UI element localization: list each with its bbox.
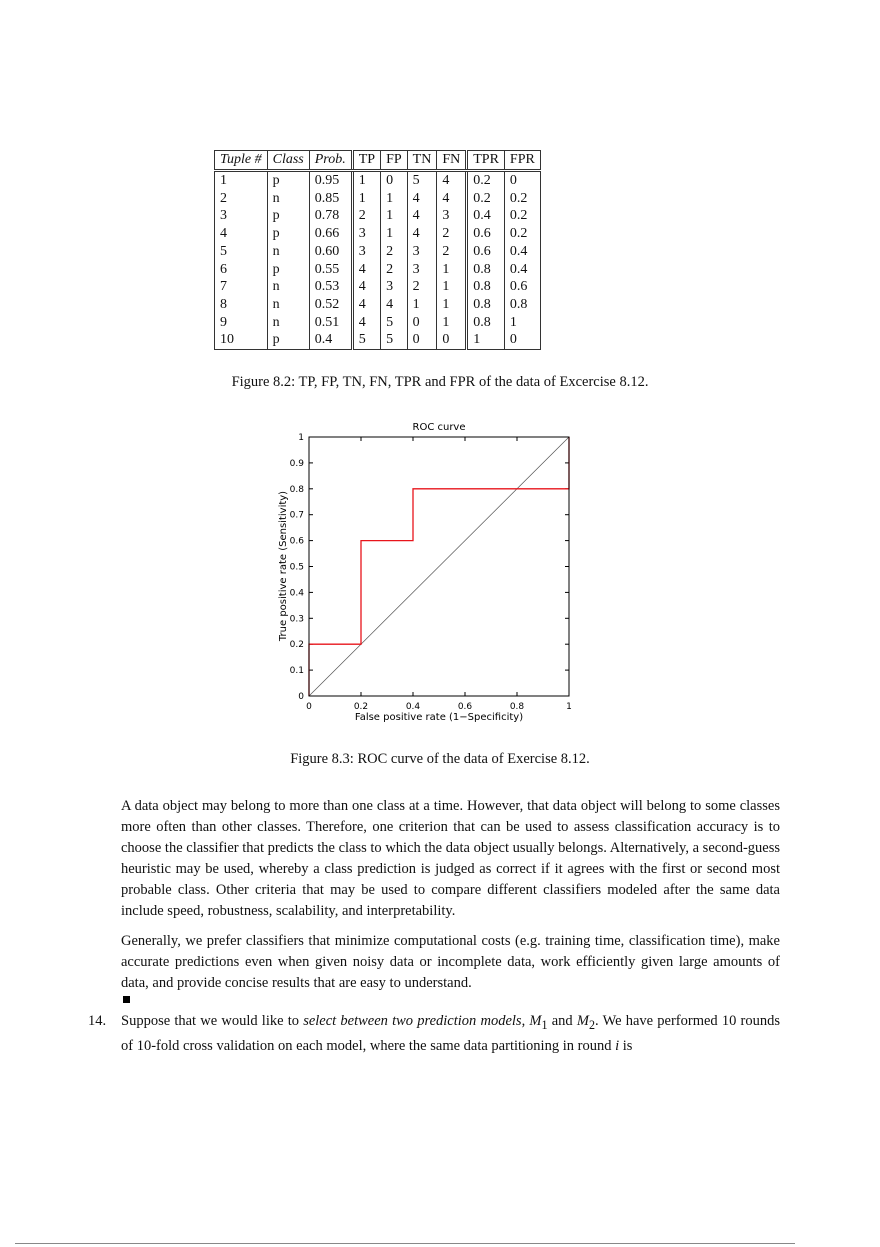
table-cell: 2 — [437, 243, 467, 261]
table-row — [215, 190, 541, 208]
table-cell: 0.55 — [309, 261, 352, 279]
x-tick-label: 0.6 — [457, 702, 473, 712]
y-tick-label: 0.2 — [289, 640, 304, 651]
text: is — [619, 1037, 633, 1054]
table-cell: p — [267, 225, 309, 243]
table-cell: p — [267, 331, 309, 349]
table-cell: 0 — [407, 331, 437, 349]
table-cell: 3 — [407, 243, 437, 261]
y-tick-label: 0.6 — [289, 536, 304, 547]
table-row — [215, 261, 541, 279]
table-cell: 3 — [352, 243, 380, 261]
table-cell: 1 — [504, 314, 540, 332]
y-tick-label: 0.5 — [289, 562, 304, 573]
table-cell: 0.8 — [467, 261, 505, 279]
column-header: TN — [407, 151, 437, 171]
table-cell: 2 — [215, 190, 268, 208]
text: , — [521, 1013, 530, 1029]
table-cell: 1 — [352, 190, 380, 208]
tp-fp-table — [214, 150, 541, 350]
x-tick-label: 0.4 — [405, 702, 421, 712]
table-cell: 1 — [467, 331, 505, 349]
table-cell: 5 — [381, 331, 408, 349]
table-row — [215, 296, 541, 314]
footer-rule — [15, 1243, 795, 1244]
table-row — [215, 243, 541, 261]
math-i: i — [615, 1037, 620, 1054]
paragraph-2: Generally, we prefer classifiers that minimize computational costs (e.g. training time, classification time), make accurate predictions even when given noisy data or incomplete data, work efficiently given large amounts of data, and provide concise results that are easy to understand. — [121, 933, 780, 991]
table-header-row — [215, 151, 541, 171]
table-cell: 0 — [407, 314, 437, 332]
table-cell: 3 — [437, 207, 467, 225]
table-row — [215, 331, 541, 349]
table-cell: 0.60 — [309, 243, 352, 261]
x-tick-label: 0.2 — [353, 702, 369, 712]
table-cell: n — [267, 296, 309, 314]
table-cell: 0.4 — [504, 243, 540, 261]
table-cell: p — [267, 207, 309, 225]
table-cell: 3 — [381, 278, 408, 296]
table-cell: 4 — [407, 207, 437, 225]
table-cell: 5 — [352, 331, 380, 349]
emphasis: select between two prediction models — [303, 1013, 522, 1029]
table-cell: 4 — [352, 296, 380, 314]
table-cell: 2 — [437, 225, 467, 243]
table-cell: p — [267, 171, 309, 190]
text: and — [547, 1013, 577, 1029]
end-of-proof-square — [123, 996, 130, 1003]
table-cell: 0.4 — [504, 261, 540, 279]
table-cell: n — [267, 243, 309, 261]
math-sub: 2 — [588, 1017, 596, 1032]
table-cell: p — [267, 261, 309, 279]
table-cell: 0.4 — [467, 207, 505, 225]
table-cell: 4 — [352, 261, 380, 279]
paragraph-1: A data object may belong to more than one class at a time. However, that data object will belong to some classes more often than other classes. Therefore, one criterion that can be used to assess classification accuracy is to choose the classifier that predicts the class to which the data object usually belongs. Alternatively, a second-guess heuristic may be used, whereby a class prediction is judged as correct if it agrees with the first or second most probable class. Other criteria that may be used to compare different classifiers modeled after the same data include speed, robustness, scalability, and interpretability. — [121, 798, 780, 919]
table-cell: 0.8 — [467, 296, 505, 314]
chart-title: ROC curve — [412, 422, 466, 433]
chart-series — [309, 437, 569, 696]
table-cell: 7 — [215, 278, 268, 296]
table-cell: 1 — [437, 278, 467, 296]
table-cell: 1 — [407, 296, 437, 314]
y-tick-label: 0.8 — [289, 484, 304, 495]
table-cell: n — [267, 278, 309, 296]
table-cell: 3 — [215, 207, 268, 225]
y-tick-label: 0.4 — [289, 588, 304, 599]
table-cell: n — [267, 314, 309, 332]
table-cell: 2 — [381, 243, 408, 261]
table-cell: 0.6 — [467, 243, 505, 261]
table-row — [215, 278, 541, 296]
series-diagonal-line — [309, 437, 569, 696]
table-cell: 10 — [215, 331, 268, 349]
table-cell: 1 — [381, 190, 408, 208]
table-cell: 0 — [437, 331, 467, 349]
table-cell: 6 — [215, 261, 268, 279]
column-header: TPR — [467, 151, 505, 171]
table-cell: 0.2 — [504, 207, 540, 225]
exercise-14 — [88, 1011, 780, 1057]
chart-ticks — [290, 433, 572, 712]
table-cell: 0.2 — [504, 190, 540, 208]
table-cell: 0.2 — [467, 190, 505, 208]
table-cell: 0.78 — [309, 207, 352, 225]
table-cell: 0.4 — [309, 331, 352, 349]
table-cell: 0.66 — [309, 225, 352, 243]
x-tick-label: 0 — [306, 702, 312, 712]
table-cell: 8 — [215, 296, 268, 314]
table-cell: 4 — [437, 190, 467, 208]
table-cell: 1 — [437, 296, 467, 314]
table-cell: 1 — [381, 225, 408, 243]
column-header: FN — [437, 151, 467, 171]
table-cell: 4 — [381, 296, 408, 314]
y-tick-label: 0.7 — [289, 510, 304, 521]
table-cell: 0.2 — [467, 171, 505, 190]
table-cell: 5 — [381, 314, 408, 332]
table-cell: 4 — [352, 278, 380, 296]
figure-8-3-caption: Figure 8.3: ROC curve of the data of Exercise 8.12. — [290, 751, 590, 767]
math-m: M — [529, 1013, 542, 1029]
figure-8-2-caption: Figure 8.2: TP, FP, TN, FN, TPR and FPR of the data of Excercise 8.12. — [231, 374, 649, 390]
table-cell: 0.8 — [467, 314, 505, 332]
table-cell: 0.85 — [309, 190, 352, 208]
table-cell: 0 — [504, 331, 540, 349]
table-cell: 2 — [381, 261, 408, 279]
table-cell: 0 — [381, 171, 408, 190]
table-cell: 5 — [407, 171, 437, 190]
table-cell: 1 — [352, 171, 380, 190]
table-cell: 3 — [352, 225, 380, 243]
table-cell: 0.6 — [467, 225, 505, 243]
table-row — [215, 171, 541, 190]
column-header: Prob. — [309, 151, 352, 171]
math-sub: 1 — [541, 1017, 548, 1032]
column-header: Class — [267, 151, 309, 171]
math-m: M — [576, 1013, 589, 1029]
table-cell: 4 — [437, 171, 467, 190]
y-tick-label: 0.1 — [289, 666, 304, 677]
y-tick-label: 0 — [298, 692, 304, 702]
y-tick-label: 1 — [298, 433, 304, 443]
text: . We have performed 10 rounds of 10-fold cross validation on each model, where the same data partitioning in round — [121, 1013, 781, 1054]
table-cell: 0.95 — [309, 171, 352, 190]
y-tick-label: 0.9 — [289, 458, 304, 469]
column-header: Tuple # — [215, 151, 268, 171]
column-header: FP — [381, 151, 408, 171]
table-cell: 1 — [381, 207, 408, 225]
table-cell: 0.2 — [504, 225, 540, 243]
table-cell: 1 — [215, 171, 268, 190]
roc-chart — [265, 415, 595, 727]
table-cell: 0.8 — [504, 296, 540, 314]
table-cell: 4 — [407, 190, 437, 208]
table-row — [215, 314, 541, 332]
x-tick-label: 1 — [566, 702, 572, 712]
table-cell: 4 — [215, 225, 268, 243]
table-cell: 4 — [407, 225, 437, 243]
table-cell: 5 — [215, 243, 268, 261]
y-axis-label: True positive rate (Sensitivity) — [278, 490, 289, 642]
x-tick-label: 0.8 — [509, 702, 525, 712]
x-axis-label: False positive rate (1−Specificity) — [354, 712, 524, 723]
table-cell: 0.6 — [504, 278, 540, 296]
table-cell: 2 — [407, 278, 437, 296]
table-row — [215, 207, 541, 225]
table-cell: 9 — [215, 314, 268, 332]
table-cell: 0.52 — [309, 296, 352, 314]
y-tick-label: 0.3 — [289, 614, 304, 625]
table-cell: 1 — [437, 261, 467, 279]
table-cell: 0.8 — [467, 278, 505, 296]
table-cell: 1 — [437, 314, 467, 332]
text: Suppose that we would like to — [121, 1013, 304, 1029]
table-cell: 0 — [504, 171, 540, 190]
table-cell: 2 — [352, 207, 380, 225]
column-header: TP — [352, 151, 380, 171]
table-cell: n — [267, 190, 309, 208]
table-cell: 0.53 — [309, 278, 352, 296]
exercise-number: 14. — [88, 1013, 107, 1029]
table-cell: 3 — [407, 261, 437, 279]
table-row — [215, 225, 541, 243]
column-header: FPR — [504, 151, 540, 171]
table-cell: 4 — [352, 314, 380, 332]
table-cell: 0.51 — [309, 314, 352, 332]
table-body — [215, 171, 541, 350]
